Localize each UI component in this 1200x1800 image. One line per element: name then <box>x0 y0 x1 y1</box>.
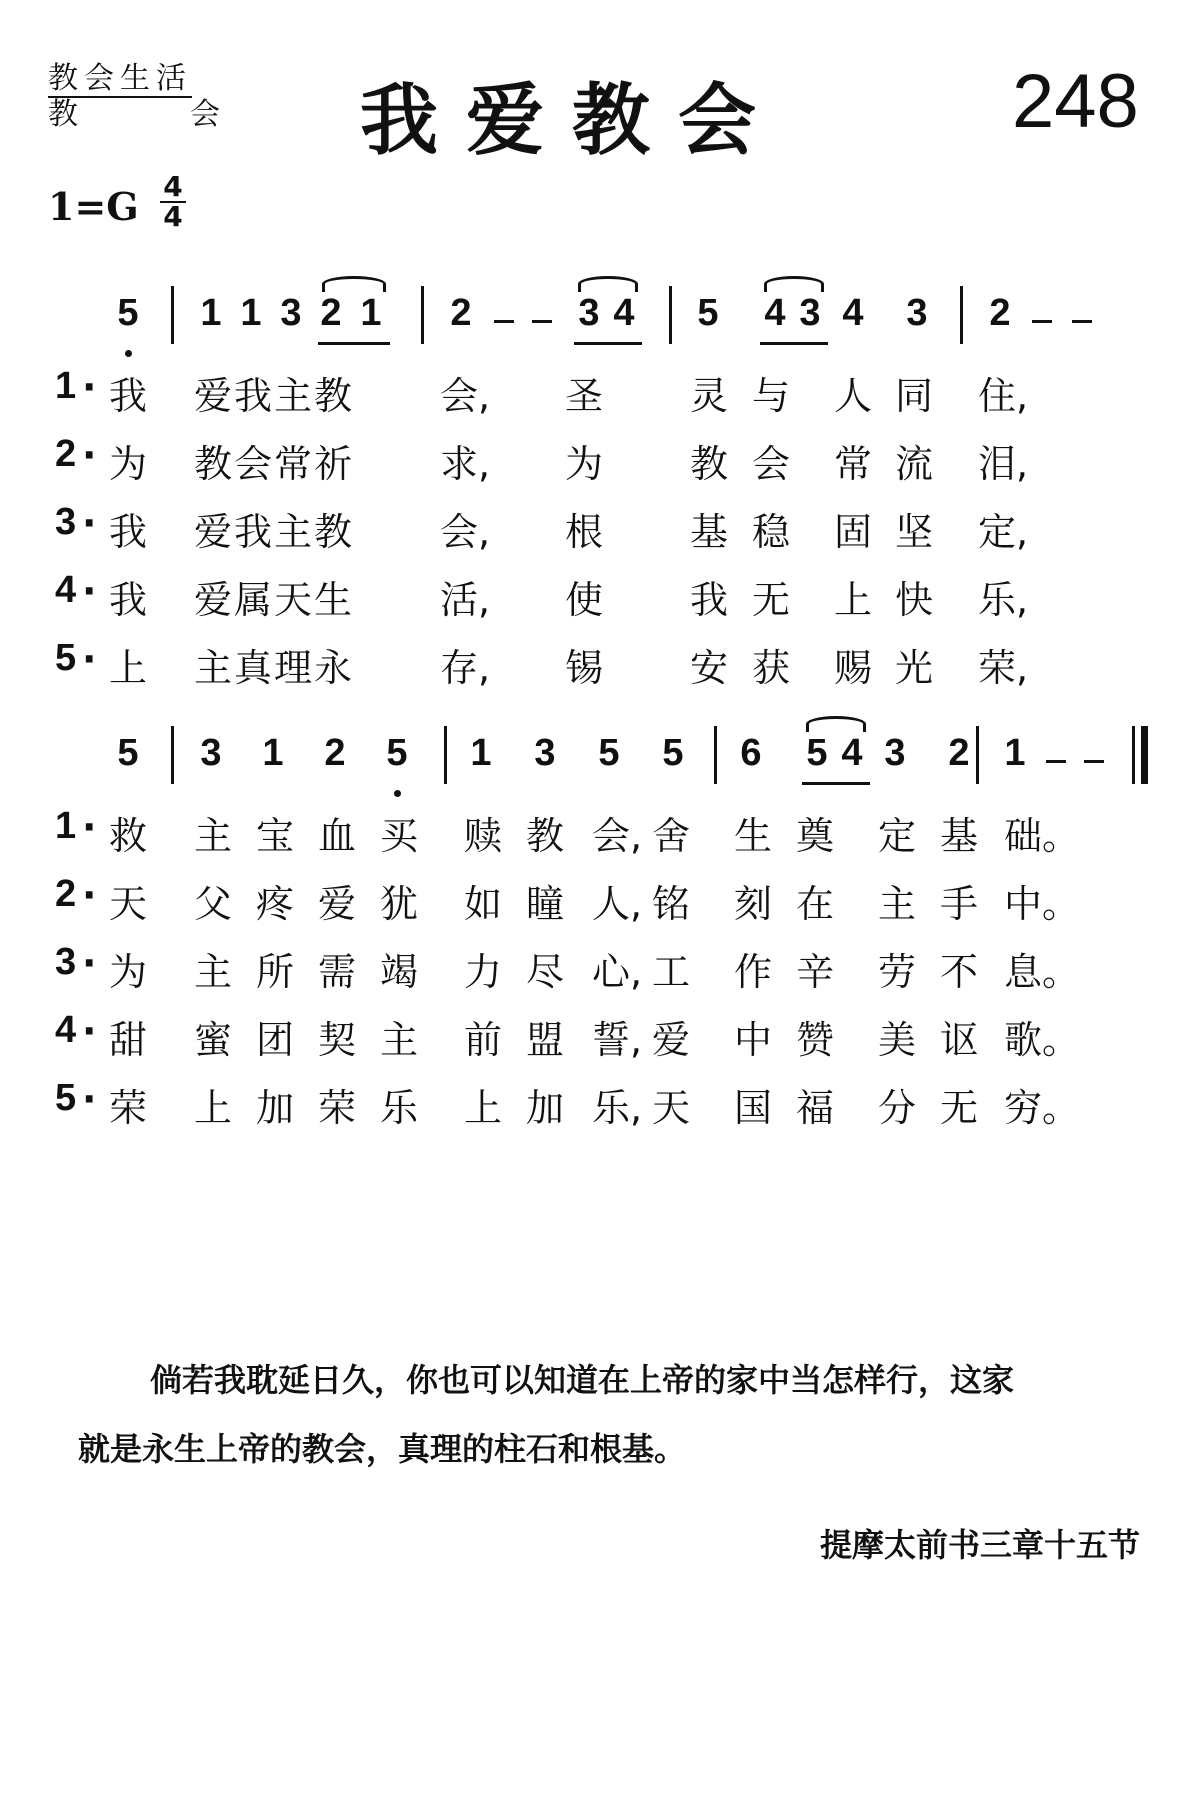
lyric-char: 蜜 <box>194 1018 233 1062</box>
verse-dot: · <box>82 873 97 917</box>
note: 1 <box>470 732 492 774</box>
bar-line <box>444 726 447 784</box>
verse-dot: · <box>82 501 97 545</box>
lyric-char: 为 <box>109 442 148 486</box>
bar-line <box>669 286 672 344</box>
hold-dash <box>1032 320 1052 323</box>
eighth-underline <box>574 342 642 345</box>
verse-dot: · <box>82 365 97 409</box>
lyric-char: 无 <box>940 1086 979 1130</box>
lyric-char: 荣 <box>109 1086 148 1130</box>
lyric-char: 圣 <box>565 374 604 418</box>
lyric-char: 乐, <box>592 1086 643 1130</box>
lyric-char: 常 <box>274 442 313 486</box>
lyric-char: 荣 <box>318 1086 357 1130</box>
lyric-char: 固 <box>834 510 873 554</box>
lyric-char: 心, <box>592 950 643 994</box>
lyric-char: 荣, <box>978 646 1029 690</box>
lyric-char: 中 <box>734 1018 773 1062</box>
lyric-char: 父 <box>194 882 233 926</box>
lyric-char: 永 <box>314 646 353 690</box>
lyric-line-a1 <box>0 365 1200 418</box>
note: 4 <box>842 292 864 334</box>
eighth-underline <box>802 782 870 785</box>
final-bar-thin <box>1132 726 1135 784</box>
note: 3 <box>799 292 821 334</box>
lyric-char: 我 <box>109 374 148 418</box>
lyric-char: 流 <box>895 442 934 486</box>
note: 3 <box>578 292 600 334</box>
verse-dot: · <box>82 637 97 681</box>
lyric-char: 灵 <box>690 374 729 418</box>
lyric-char: 上 <box>109 646 148 690</box>
lyric-char: 赐 <box>834 646 873 690</box>
lyric-char: 主 <box>194 814 233 858</box>
category-sub-1: 教 <box>48 97 78 132</box>
eighth-underline <box>318 342 390 345</box>
scripture-reference: 提摩太前书三章十五节 <box>819 1526 1140 1564</box>
lyric-char: 教 <box>194 442 233 486</box>
bar-line <box>976 726 979 784</box>
note: 4 <box>764 292 786 334</box>
hold-dash <box>494 320 514 323</box>
lyric-char: 锡 <box>565 646 604 690</box>
lyric-line-b5 <box>0 1077 1200 1130</box>
note: 5 <box>117 292 139 334</box>
bar-line <box>421 286 424 344</box>
lyric-char: 活, <box>440 578 491 622</box>
lyric-char: 根 <box>565 510 604 554</box>
lyric-char: 求, <box>440 442 491 486</box>
note: 4 <box>613 292 635 334</box>
lyric-char: 尽 <box>526 950 565 994</box>
lyric-char: 常 <box>834 442 873 486</box>
verse-number: 1 <box>55 805 77 847</box>
lyric-char: 主 <box>274 510 313 554</box>
bar-line <box>960 286 963 344</box>
lyric-char: 属 <box>234 578 273 622</box>
hymn-number: 248 <box>1012 59 1139 144</box>
slur <box>322 276 386 292</box>
lyric-char: 使 <box>565 578 604 622</box>
lyric-line-b4 <box>0 1009 1200 1062</box>
lyric-char: 理 <box>274 646 313 690</box>
lyric-char: 作 <box>734 950 773 994</box>
lyric-char: 团 <box>256 1018 295 1062</box>
lyric-char: 前 <box>464 1018 503 1062</box>
lyric-char: 天 <box>652 1086 691 1130</box>
note: 1 <box>1004 732 1026 774</box>
note: 5 <box>662 732 684 774</box>
lyric-char: 人, <box>592 882 643 926</box>
lyric-char: 国 <box>734 1086 773 1130</box>
verse-number: 4 <box>55 1009 77 1051</box>
note: 4 <box>841 732 863 774</box>
lyric-char: 甜 <box>109 1018 148 1062</box>
low-octave-dot <box>394 790 401 797</box>
lyric-char: 息。 <box>1004 950 1081 994</box>
lyric-line-a5 <box>0 637 1200 690</box>
verse-number: 5 <box>55 637 77 679</box>
lyric-char: 天 <box>274 578 313 622</box>
lyric-char: 生 <box>734 814 773 858</box>
lyric-char: 在 <box>796 882 835 926</box>
lyric-char: 爱 <box>194 374 233 418</box>
lyric-char: 辛 <box>796 950 835 994</box>
lyric-char: 上 <box>464 1086 503 1130</box>
lyric-char: 穷。 <box>1004 1086 1081 1130</box>
lyric-char: 教 <box>314 510 353 554</box>
verse-dot: · <box>82 805 97 849</box>
lyric-char: 宝 <box>256 814 295 858</box>
lyric-char: 爱 <box>194 510 233 554</box>
category-sub-2: 会 <box>190 97 220 132</box>
lyric-char: 加 <box>526 1086 565 1130</box>
lyric-char: 会, <box>440 510 491 554</box>
lyric-char: 泪, <box>978 442 1029 486</box>
lyric-char: 歌。 <box>1004 1018 1081 1062</box>
bar-line <box>171 286 174 344</box>
time-sig-bottom: 4 <box>163 200 183 233</box>
lyric-char: 为 <box>565 442 604 486</box>
hold-dash <box>1046 760 1066 763</box>
lyric-char: 快 <box>895 578 934 622</box>
lyric-char: 光 <box>895 646 934 690</box>
lyric-char: 疼 <box>256 882 295 926</box>
lyric-char: 乐 <box>380 1086 419 1130</box>
lyric-char: 劳 <box>878 950 917 994</box>
lyric-char: 无 <box>752 578 791 622</box>
note: 2 <box>320 292 342 334</box>
lyric-char: 为 <box>109 950 148 994</box>
lyric-char: 讴 <box>940 1018 979 1062</box>
notation-line-2 <box>0 732 1200 812</box>
lyric-char: 爱 <box>194 578 233 622</box>
lyric-char: 主 <box>194 950 233 994</box>
verse-dot: · <box>82 1077 97 1121</box>
lyric-char: 力 <box>464 950 503 994</box>
lyric-char: 福 <box>796 1086 835 1130</box>
note: 3 <box>884 732 906 774</box>
lyric-char: 我 <box>690 578 729 622</box>
lyric-char: 会, <box>440 374 491 418</box>
lyric-char: 中。 <box>1004 882 1081 926</box>
verse-number: 2 <box>55 433 77 475</box>
lyric-char: 赞 <box>796 1018 835 1062</box>
verse-number: 1 <box>55 365 77 407</box>
lyric-char: 会, <box>592 814 643 858</box>
lyric-char: 分 <box>878 1086 917 1130</box>
key-signature: 1=G <box>48 184 139 229</box>
lyric-char: 盟 <box>526 1018 565 1062</box>
lyric-char: 我 <box>109 510 148 554</box>
note: 2 <box>948 732 970 774</box>
slur <box>806 716 866 732</box>
lyric-char: 刻 <box>734 882 773 926</box>
lyric-line-b2 <box>0 873 1200 926</box>
hymn-title: 我爱教会 <box>360 75 785 166</box>
category-sub <box>48 98 220 132</box>
final-bar-thick <box>1141 726 1148 784</box>
lyric-line-a2 <box>0 433 1200 486</box>
note: 3 <box>280 292 302 334</box>
lyric-char: 住, <box>978 374 1029 418</box>
lyric-char: 主 <box>274 374 313 418</box>
lyric-char: 加 <box>256 1086 295 1130</box>
verse-number: 4 <box>55 569 77 611</box>
note: 3 <box>534 732 556 774</box>
verse-number: 5 <box>55 1077 77 1119</box>
lyric-char: 救 <box>109 814 148 858</box>
note: 1 <box>200 292 222 334</box>
lyric-char: 安 <box>690 646 729 690</box>
lyric-char: 血 <box>318 814 357 858</box>
lyric-char: 教 <box>526 814 565 858</box>
verse-dot: · <box>82 433 97 477</box>
note: 5 <box>697 292 719 334</box>
lyric-char: 手 <box>940 882 979 926</box>
slur <box>764 276 824 292</box>
lyric-char: 主 <box>878 882 917 926</box>
lyric-char: 与 <box>752 374 791 418</box>
lyric-char: 誓, <box>592 1018 643 1062</box>
lyric-char: 祈 <box>314 442 353 486</box>
verse-dot: · <box>82 1009 97 1053</box>
lyric-char: 乐, <box>978 578 1029 622</box>
lyric-char: 如 <box>464 882 503 926</box>
lyric-line-a4 <box>0 569 1200 622</box>
lyric-char: 坚 <box>895 510 934 554</box>
hold-dash <box>532 320 552 323</box>
lyric-char: 上 <box>834 578 873 622</box>
lyric-char: 奠 <box>796 814 835 858</box>
verse-number: 3 <box>55 941 77 983</box>
note: 1 <box>262 732 284 774</box>
lyric-char: 会 <box>234 442 273 486</box>
lyric-char: 天 <box>109 882 148 926</box>
lyric-char: 生 <box>314 578 353 622</box>
note: 5 <box>806 732 828 774</box>
bar-line <box>171 726 174 784</box>
verse-dot: · <box>82 569 97 613</box>
lyric-char: 人 <box>834 374 873 418</box>
lyric-char: 买 <box>380 814 419 858</box>
lyric-line-b1 <box>0 805 1200 858</box>
lyric-char: 竭 <box>380 950 419 994</box>
lyric-char: 同 <box>895 374 934 418</box>
notation-line-1 <box>0 292 1200 372</box>
category-main: 教会生活 <box>48 61 192 96</box>
note: 2 <box>450 292 472 334</box>
scripture-line-2: 就是永生上帝的教会，真理的柱石和根基。 <box>78 1430 687 1468</box>
lyric-char: 获 <box>752 646 791 690</box>
lyric-char: 存, <box>440 646 491 690</box>
lyric-char: 主 <box>194 646 233 690</box>
lyric-char: 基 <box>690 510 729 554</box>
lyric-char: 赎 <box>464 814 503 858</box>
lyric-char: 基 <box>940 814 979 858</box>
note: 5 <box>117 732 139 774</box>
lyric-char: 犹 <box>380 882 419 926</box>
note: 1 <box>360 292 382 334</box>
lyric-char: 教 <box>314 374 353 418</box>
lyric-char: 需 <box>318 950 357 994</box>
scripture-line-1: 倘若我耽延日久，你也可以知道在上帝的家中当怎样行，这家 <box>150 1361 1015 1399</box>
lyric-char: 不 <box>940 950 979 994</box>
lyric-char: 我 <box>234 510 273 554</box>
lyric-char: 我 <box>234 374 273 418</box>
hold-dash <box>1072 320 1092 323</box>
hold-dash <box>1084 760 1104 763</box>
lyric-char: 上 <box>194 1086 233 1130</box>
verse-number: 2 <box>55 873 77 915</box>
time-signature <box>160 170 186 233</box>
note: 5 <box>598 732 620 774</box>
lyric-char: 工 <box>652 950 691 994</box>
lyric-char: 铭 <box>652 882 691 926</box>
lyric-line-a3 <box>0 501 1200 554</box>
lyric-char: 爱 <box>318 882 357 926</box>
lyric-char: 爱 <box>652 1018 691 1062</box>
lyric-char: 础。 <box>1004 814 1081 858</box>
lyric-char: 契 <box>318 1018 357 1062</box>
lyric-line-b3 <box>0 941 1200 994</box>
lyric-char: 瞳 <box>526 882 565 926</box>
time-sig-top: 4 <box>163 170 183 203</box>
lyric-char: 定, <box>978 510 1029 554</box>
lyric-char: 真 <box>234 646 273 690</box>
verse-dot: · <box>82 941 97 985</box>
lyric-char: 教 <box>690 442 729 486</box>
eighth-underline <box>760 342 828 345</box>
lyric-char: 所 <box>256 950 295 994</box>
verse-number: 3 <box>55 501 77 543</box>
note: 1 <box>240 292 262 334</box>
lyric-char: 定 <box>878 814 917 858</box>
lyric-char: 会 <box>752 442 791 486</box>
note: 3 <box>906 292 928 334</box>
slur <box>578 276 638 292</box>
lyric-char: 美 <box>878 1018 917 1062</box>
note: 6 <box>740 732 762 774</box>
note: 3 <box>200 732 222 774</box>
note: 2 <box>989 292 1011 334</box>
note: 2 <box>324 732 346 774</box>
lyric-char: 主 <box>380 1018 419 1062</box>
lyric-char: 我 <box>109 578 148 622</box>
low-octave-dot <box>125 350 132 357</box>
note: 5 <box>386 732 408 774</box>
bar-line <box>714 726 717 784</box>
lyric-char: 舍 <box>652 814 691 858</box>
lyric-char: 稳 <box>752 510 791 554</box>
